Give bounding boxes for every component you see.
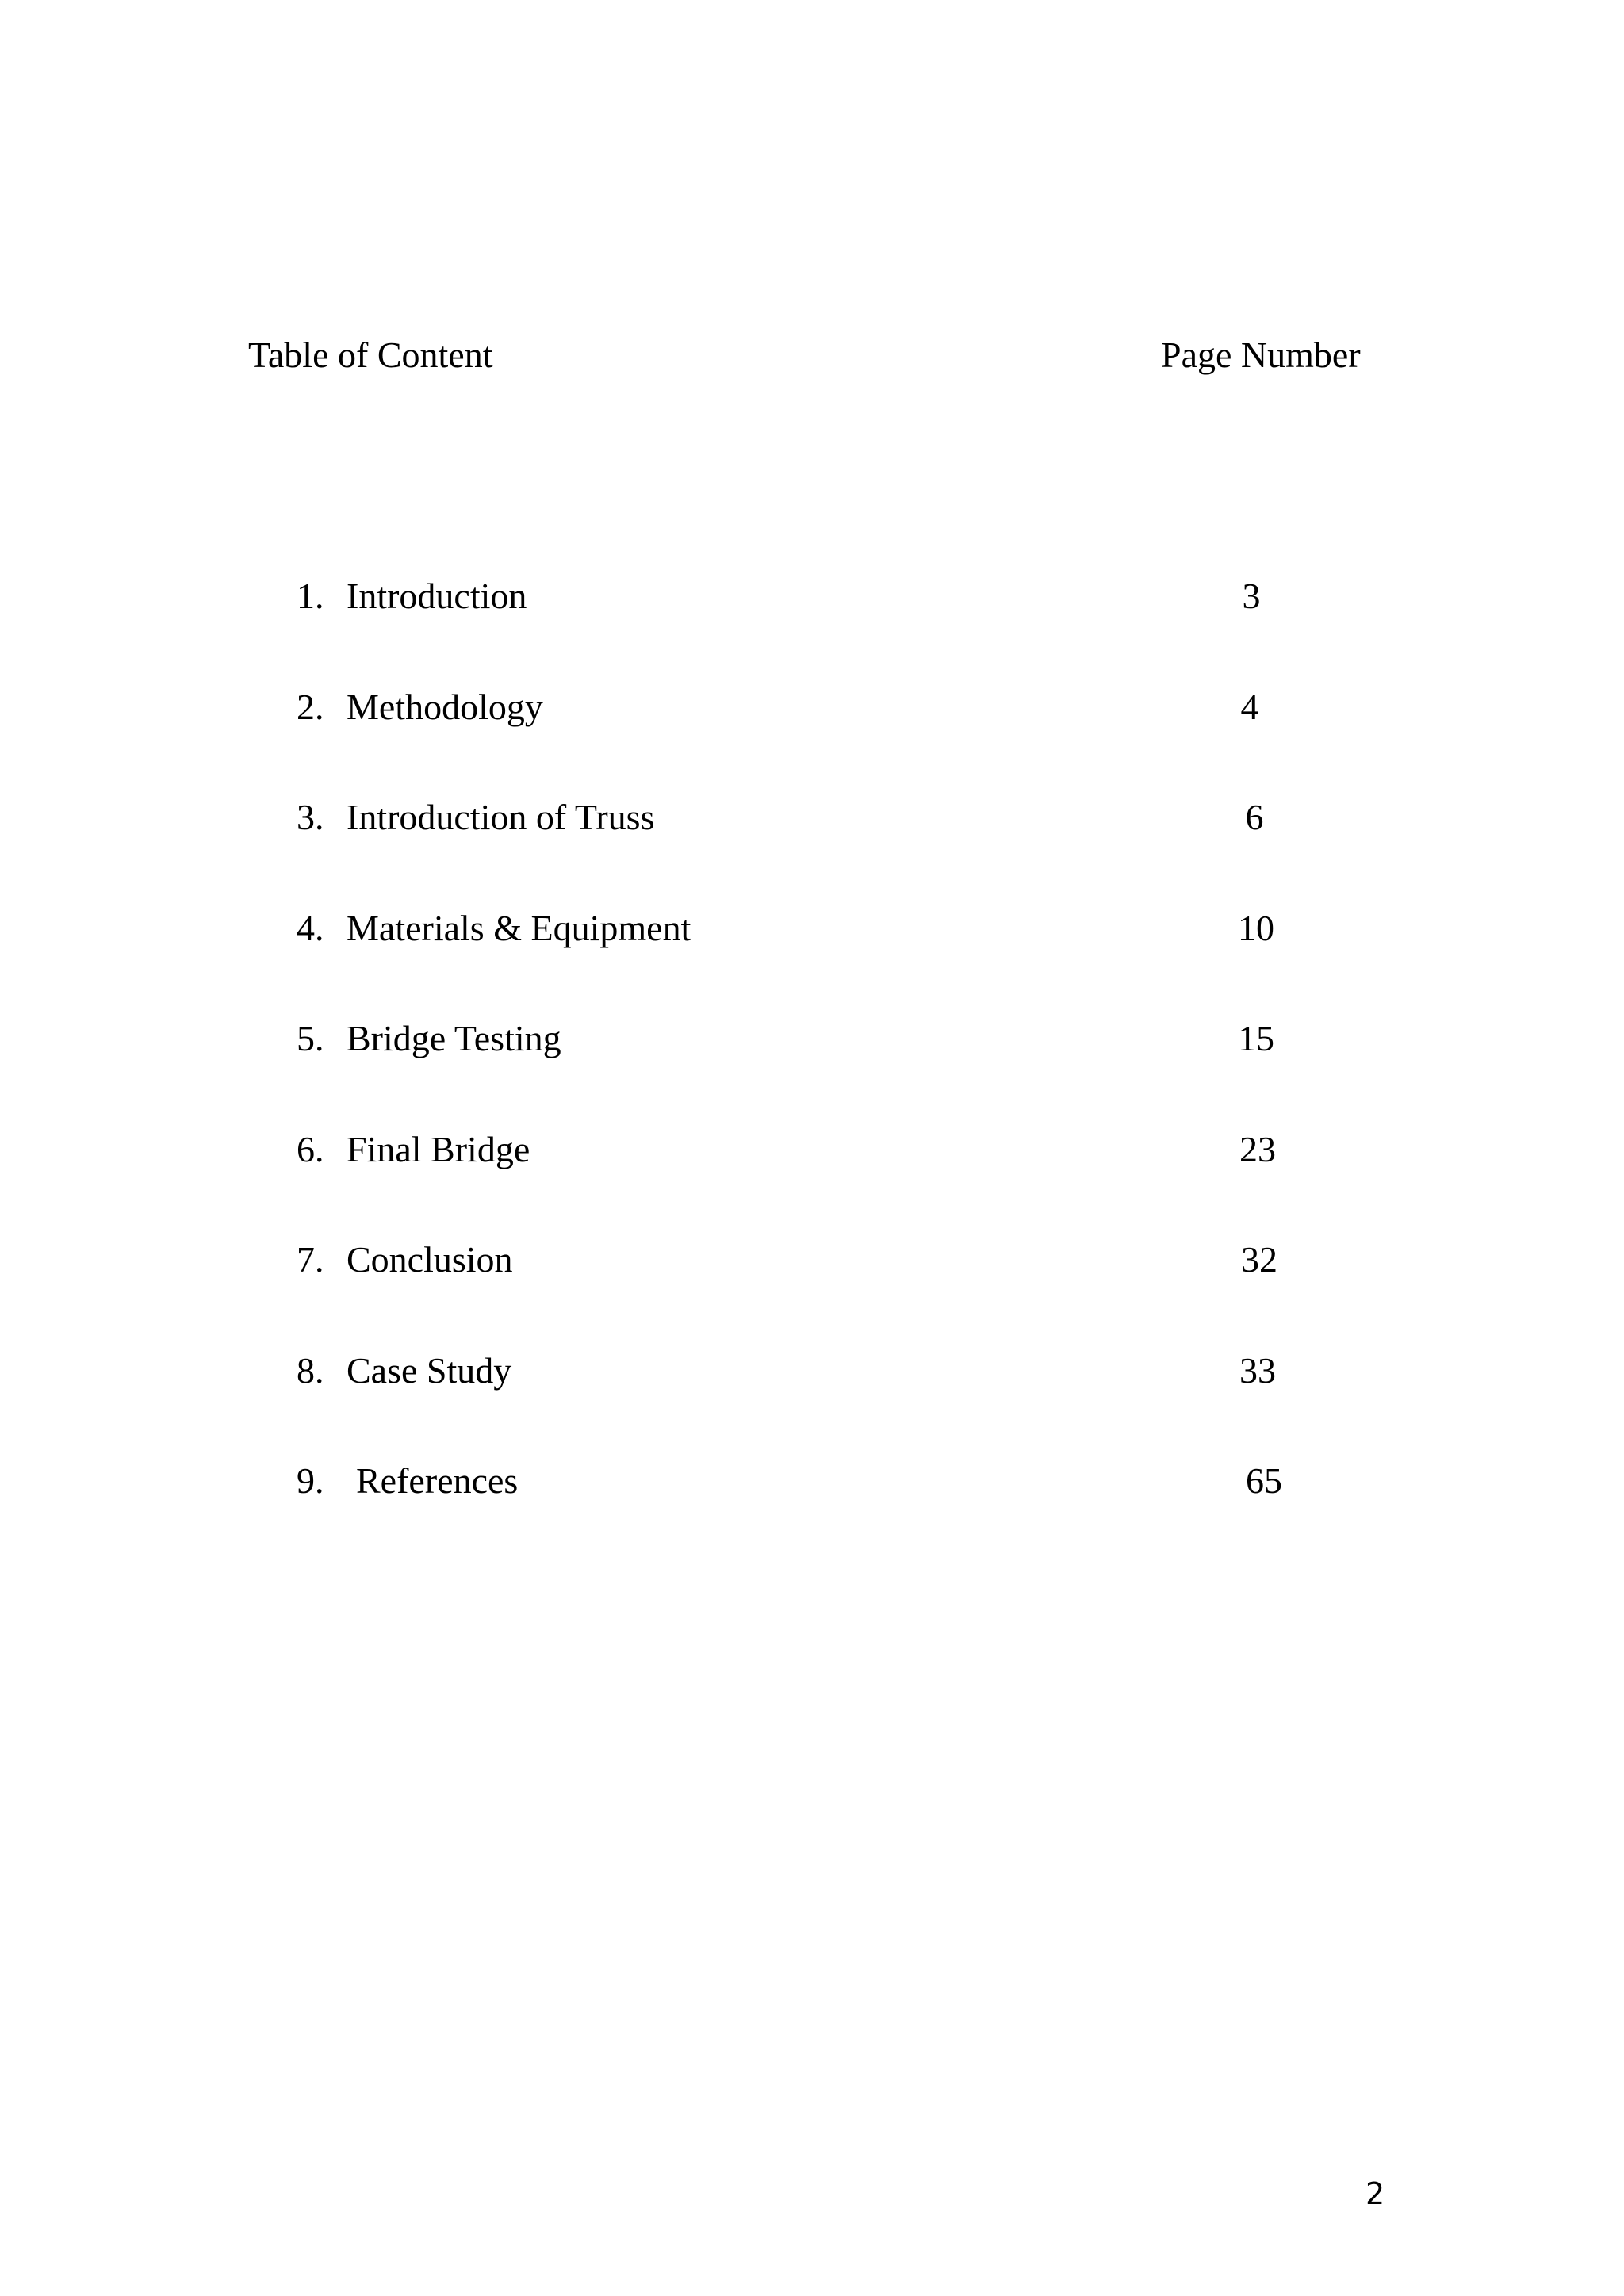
toc-entry [0,683,1624,794]
toc-entry-page: 15 [1238,1018,1274,1058]
toc-entry [0,1457,1624,1568]
toc-entry-page: 6 [1245,797,1264,837]
toc-entry-number: 5. [297,1018,324,1058]
toc-entry [0,794,1624,905]
page-number-heading: Page Number [1161,335,1361,375]
toc-entry-number: 1. [297,576,324,616]
toc-entry-title: Final Bridge [347,1128,530,1169]
toc-entry [0,905,1624,1016]
toc-entry-page: 32 [1241,1239,1277,1280]
toc-entry-number: 9. [297,1460,324,1501]
toc-heading: Table of Content [248,335,493,375]
toc-entry [0,1347,1624,1458]
toc-entry-title: Introduction [347,576,527,616]
toc-entry-number: 3. [297,797,324,837]
toc-entry-number: 8. [297,1349,324,1391]
toc-entry-number: 2. [297,686,324,727]
toc-entry-number: 6. [297,1128,324,1169]
toc-entry-title: Materials & Equipment [347,907,691,948]
toc-entry-page: 3 [1242,576,1261,616]
toc-entry [0,572,1624,683]
toc-entry-number: 4. [297,907,324,948]
toc-entry-number: 7. [297,1239,324,1280]
footer-page-number: 2 [1365,2176,1385,2211]
toc-entry-page: 33 [1239,1349,1276,1391]
toc-entry-page: 65 [1246,1460,1282,1501]
toc-entry-page: 23 [1239,1128,1276,1169]
toc-entry [0,1126,1624,1237]
toc-list [0,572,1624,1568]
toc-entry-page: 10 [1238,907,1274,948]
toc-entry-title: Case Study [347,1349,512,1391]
toc-entry-page: 4 [1240,686,1259,727]
toc-entry-title: Methodology [347,686,543,727]
toc-entry-title: Bridge Testing [347,1018,561,1058]
toc-entry-title: References [356,1460,519,1501]
toc-entry-title: Conclusion [347,1239,513,1280]
toc-entry [0,1236,1624,1347]
toc-entry [0,1015,1624,1126]
toc-entry-title: Introduction of Truss [347,797,655,837]
